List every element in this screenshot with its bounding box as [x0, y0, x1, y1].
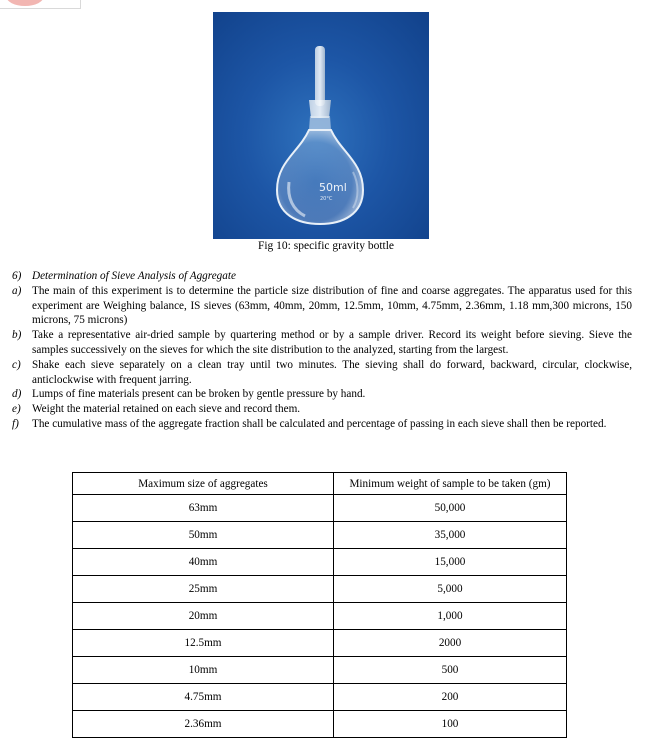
table-row: [73, 711, 567, 738]
stopper-capillary: [315, 46, 325, 106]
list-item-text: The cumulative mass of the aggregate fraction shall be calculated and percentage of passing in each sieve shall then be reported.: [32, 417, 607, 430]
minimum-weight-cell: 200: [334, 684, 567, 711]
minimum-weight-cell: 1,000: [334, 603, 567, 630]
list-item-text: Shake each sieve separately on a clean tray until two minutes. The sieving shall do forward, backward, circular, clockwise, anticlockwise with frequent jarring.: [32, 358, 632, 386]
table-row: [73, 549, 567, 576]
table-row: [73, 657, 567, 684]
table-header-row: [73, 473, 567, 495]
list-item: [12, 402, 632, 417]
table-row: [73, 630, 567, 657]
aggregate-size-cell: 25mm: [73, 576, 334, 603]
minimum-weight-cell: 15,000: [334, 549, 567, 576]
section-heading: [12, 269, 632, 284]
section-title: Determination of Sieve Analysis of Aggregate: [32, 270, 236, 282]
section-number: 6): [12, 270, 22, 282]
minimum-weight-cell: 5,000: [334, 576, 567, 603]
header-decoration: [0, 0, 81, 9]
list-item: [12, 387, 632, 402]
list-item-text: Lumps of fine materials present can be broken by gentle pressure by hand.: [32, 388, 366, 401]
table-row: [73, 603, 567, 630]
aggregate-size-cell: 4.75mm: [73, 684, 334, 711]
aggregate-size-cell: 12.5mm: [73, 630, 334, 657]
column-header-minimum-weight: Minimum weight of sample to be taken (gm): [334, 473, 567, 495]
list-item-marker: f): [12, 417, 19, 430]
list-item: [12, 417, 632, 432]
figure-caption: Fig 10: specific gravity bottle: [257, 240, 395, 252]
list-item-text: Take a representative air-dried sample by quartering method or by a sample driver. Record its weight before sieving. Sieve the samples successively on the sieves for which the site distribution to the analyzed, starting from the largest.: [32, 329, 632, 356]
sample-weight-table: [72, 472, 567, 738]
stopper-plug: [309, 100, 331, 118]
aggregate-size-cell: 10mm: [73, 657, 334, 684]
column-header-aggregate-size: Maximum size of aggregates: [73, 473, 334, 495]
list-item-text: Weight the material retained on each sieve and record them.: [32, 403, 301, 416]
list-item: [12, 358, 632, 388]
minimum-weight-cell: 100: [334, 711, 567, 738]
bottle-volume-marking: 50ml: [319, 181, 347, 194]
flask-body: [277, 130, 363, 224]
bottle-illustration: [213, 12, 429, 239]
table-row: [73, 522, 567, 549]
list-item-marker: a): [12, 284, 22, 297]
minimum-weight-cell: 500: [334, 657, 567, 684]
minimum-weight-cell: 35,000: [334, 522, 567, 549]
table-row: [73, 495, 567, 522]
aggregate-size-cell: 20mm: [73, 603, 334, 630]
list-item-marker: c): [12, 358, 21, 371]
sieve-analysis-section: [12, 269, 632, 432]
aggregate-size-cell: 2.36mm: [73, 711, 334, 738]
list-item-marker: b): [12, 329, 22, 342]
specific-gravity-bottle-photo: [213, 12, 429, 239]
list-item-marker: e): [12, 403, 21, 416]
table-row: [73, 684, 567, 711]
table-row: [73, 576, 567, 603]
list-item-text: The main of this experiment is to determine the particle size distribution of fine and coarse aggregates. The apparatus used for this experiment are Weighing balance, IS sieves (63mm, 40mm, 20mm, 12.5mm, 10mm, 4.75mm, 2.36mm, 1.18 mm,300 microns, 150 microns, 75 microns): [32, 284, 632, 327]
aggregate-size-cell: 63mm: [73, 495, 334, 522]
aggregate-size-cell: 40mm: [73, 549, 334, 576]
bottle-temperature-marking: 20°C: [320, 196, 333, 202]
aggregate-size-cell: 50mm: [73, 522, 334, 549]
list-item: [12, 284, 632, 328]
list-item-marker: d): [12, 388, 22, 401]
minimum-weight-cell: 50,000: [334, 495, 567, 522]
minimum-weight-cell: 2000: [334, 630, 567, 657]
list-item: [12, 328, 632, 358]
